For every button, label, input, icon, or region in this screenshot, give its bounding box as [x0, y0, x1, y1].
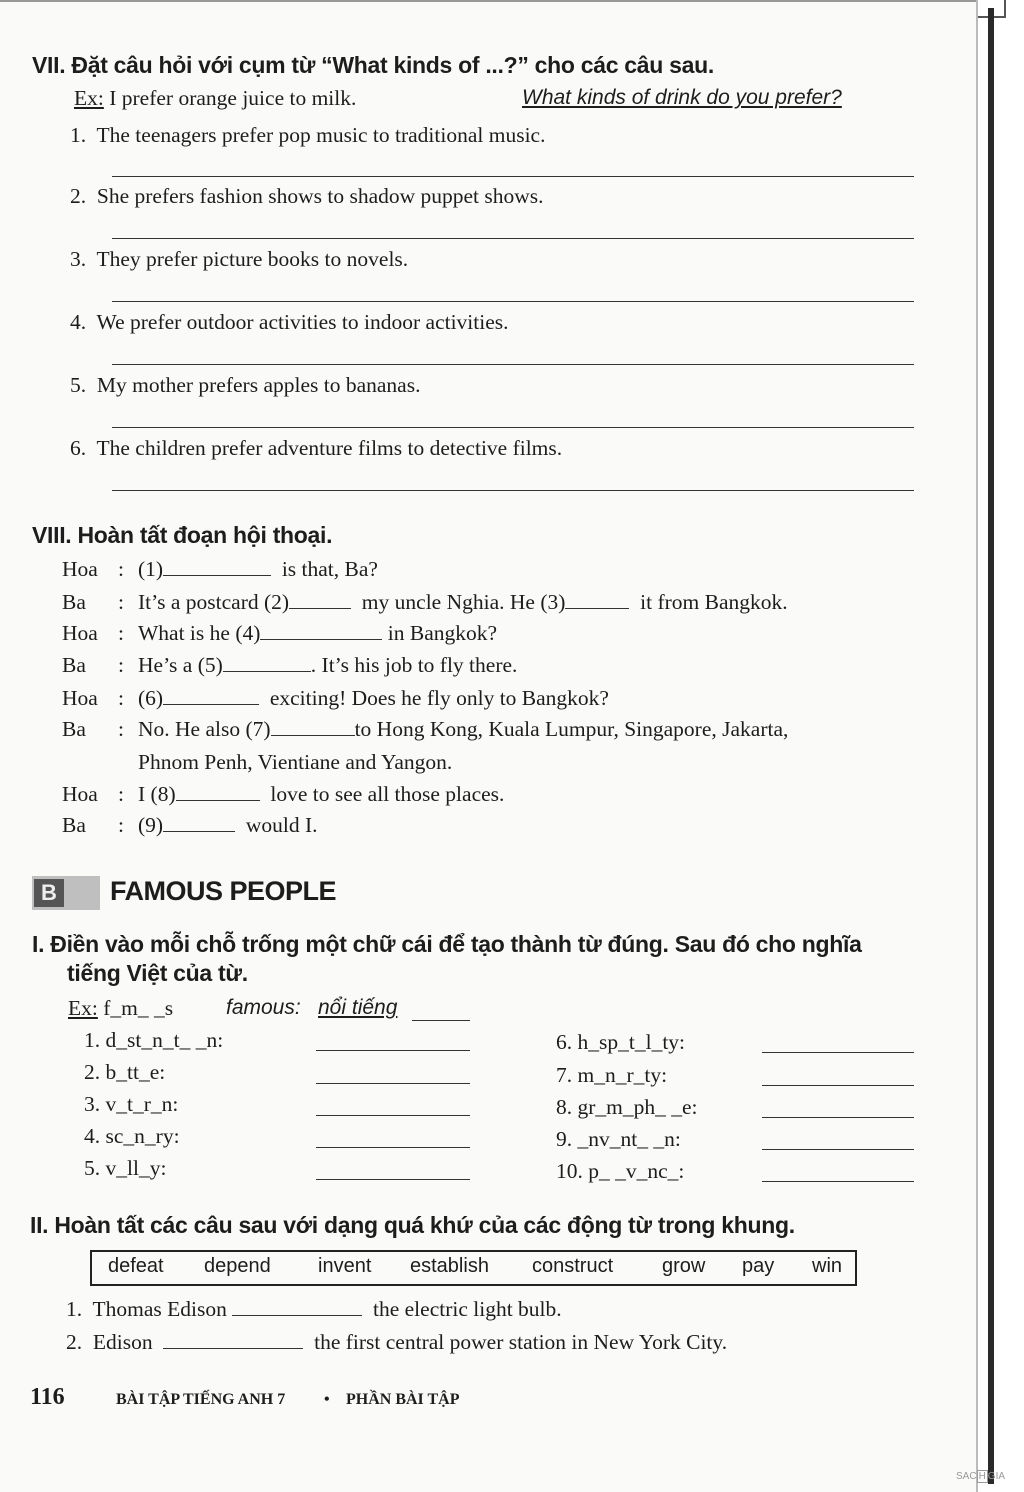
dialogue-colon: :	[118, 782, 124, 806]
dialogue-speaker: Ba	[62, 813, 86, 837]
word-item-1	[84, 1028, 223, 1053]
item-number: 2.	[84, 1060, 101, 1084]
dialogue-line-6-cont: Phnom Penh, Vientiane and Yangon.	[138, 750, 453, 774]
word-pattern: gr_m_ph_ _e:	[577, 1095, 698, 1119]
item-number: 1.	[70, 123, 87, 147]
sec7-item-2	[70, 184, 544, 209]
word-pattern: m_n_r_ty:	[577, 1063, 668, 1087]
word-item-4	[84, 1124, 180, 1149]
word-pattern: p_ _v_nc_:	[588, 1159, 685, 1183]
item-number: 5.	[84, 1156, 101, 1180]
binding-spine	[988, 8, 994, 1484]
verb-blank-1[interactable]	[232, 1297, 362, 1316]
dialogue-line-5	[138, 686, 609, 711]
dialogue-colon: :	[118, 621, 124, 645]
exercise-2-heading: II. Hoàn tất các câu sau với dạng quá khứ của các động từ trong khung.	[30, 1212, 795, 1238]
answer-line-4[interactable]	[112, 364, 914, 365]
answer-line-3[interactable]	[112, 301, 914, 302]
item-text: The teenagers prefer pop music to traditional music.	[96, 123, 546, 147]
item-number: 10.	[556, 1159, 583, 1183]
blank-2[interactable]	[289, 590, 351, 609]
watermark-text: GIA	[987, 1471, 1006, 1482]
item-number: 4.	[70, 310, 87, 334]
item-number: 3.	[84, 1092, 101, 1116]
word-answer-line-10[interactable]	[762, 1181, 914, 1182]
word-pattern: d_st_n_t_ _n:	[105, 1028, 224, 1052]
example-answer: What kinds of drink do you prefer?	[522, 86, 842, 109]
word-pattern: v_t_r_n:	[105, 1092, 179, 1116]
section-letter: B	[34, 879, 64, 907]
dialogue-speaker: Ba	[62, 590, 86, 614]
item-number: 8.	[556, 1095, 573, 1119]
footer-book-title: BÀI TẬP TIẾNG ANH 7	[116, 1391, 286, 1408]
section-8-heading: VIII. Hoàn tất đoạn hội thoại.	[32, 522, 333, 548]
word-item-8	[556, 1095, 698, 1120]
word-pattern: h_sp_t_l_ty:	[577, 1030, 686, 1054]
sec7-item-4	[70, 310, 509, 335]
item-number: 3.	[70, 247, 87, 271]
exercise-1-heading-cont: tiếng Việt của từ.	[67, 960, 248, 986]
section-b-title: FAMOUS PEOPLE	[110, 876, 337, 906]
answer-line-5[interactable]	[112, 427, 914, 428]
dialogue-speaker: Hoa	[62, 621, 98, 645]
word-item-6	[556, 1030, 685, 1055]
item-number: 4.	[84, 1124, 101, 1148]
line-text: I (8)	[138, 782, 176, 806]
word-item-5	[84, 1156, 166, 1181]
item-text: Edison	[92, 1330, 153, 1354]
line-text: to Hong Kong, Kuala Lumpur, Singapore, Jakarta,	[354, 717, 789, 741]
dialogue-line-7	[138, 782, 504, 807]
blank-8[interactable]	[176, 782, 260, 801]
line-text: would I.	[245, 813, 318, 837]
word-box	[90, 1250, 857, 1286]
sec7-item-5	[70, 373, 420, 398]
line-text: He’s a (5)	[138, 653, 223, 677]
dialogue-colon: :	[118, 686, 124, 710]
item-text: the first central power station in New York City.	[314, 1330, 728, 1354]
example-label: Ex:	[74, 86, 104, 110]
word-item-7	[556, 1063, 667, 1088]
item-number: 9.	[556, 1127, 573, 1151]
dialogue-colon: :	[118, 813, 124, 837]
word-answer-line-8[interactable]	[762, 1117, 914, 1118]
dialogue-line-3	[138, 621, 497, 646]
example-pattern: f_m_ _s	[103, 996, 174, 1020]
item-number: 1.	[66, 1297, 83, 1321]
line-text: What is he (4)	[138, 621, 261, 645]
word-box-item: establish	[410, 1255, 489, 1277]
sec7-item-3	[70, 247, 408, 272]
item-text: They prefer picture books to novels.	[96, 247, 409, 271]
answer-line-1[interactable]	[112, 176, 914, 177]
item-number: 5.	[70, 373, 87, 397]
watermark-text: SAC	[956, 1471, 977, 1482]
word-answer-line-5[interactable]	[316, 1179, 470, 1180]
footer-part: PHẦN BÀI TẬP	[346, 1391, 460, 1408]
word-pattern: sc_n_ry:	[105, 1124, 180, 1148]
section-b-badge	[32, 876, 100, 910]
line-text: No. He also (7)	[138, 717, 271, 741]
word-answer-line-1[interactable]	[316, 1050, 470, 1051]
dialogue-speaker: Ba	[62, 653, 86, 677]
word-box-item: construct	[532, 1255, 614, 1277]
ex2-item-2	[66, 1330, 727, 1355]
word-answer-line-2[interactable]	[316, 1083, 470, 1084]
line-text: love to see all those places.	[270, 782, 505, 806]
word-box-item: invent	[318, 1255, 372, 1277]
word-pattern: b_tt_e:	[105, 1060, 166, 1084]
item-text: The children prefer adventure films to detective films.	[96, 436, 563, 460]
word-answer-line-7[interactable]	[762, 1085, 914, 1086]
item-number: 6.	[70, 436, 87, 460]
word-box-item: pay	[742, 1255, 775, 1277]
item-text: She prefers fashion shows to shadow puppet shows.	[96, 184, 544, 208]
blank-1[interactable]	[163, 557, 271, 576]
ex1-example	[68, 996, 173, 1021]
blank-6[interactable]	[163, 686, 259, 705]
item-number: 2.	[66, 1330, 83, 1354]
word-item-9	[556, 1127, 681, 1152]
dialogue-speaker: Hoa	[62, 557, 98, 581]
sec7-item-1	[70, 123, 545, 148]
line-text: it from Bangkok.	[640, 590, 788, 614]
dialogue-colon: :	[118, 557, 124, 581]
item-text: Thomas Edison	[92, 1297, 227, 1321]
blank-3[interactable]	[565, 590, 629, 609]
word-box-item: defeat	[108, 1255, 164, 1277]
example-meaning: nổi tiếng	[318, 996, 398, 1019]
line-text: exciting! Does he fly only to Bangkok?	[269, 686, 609, 710]
word-box-item: grow	[662, 1255, 706, 1277]
line-text: (9)	[138, 813, 164, 837]
item-number: 7.	[556, 1063, 573, 1087]
answer-line-2[interactable]	[112, 238, 914, 239]
blank-9[interactable]	[163, 813, 235, 832]
item-number: 6.	[556, 1030, 573, 1054]
ex2-item-1	[66, 1297, 562, 1322]
blank-5[interactable]	[223, 653, 311, 672]
watermark-logo	[956, 1470, 1005, 1483]
word-answer-line-3[interactable]	[316, 1115, 470, 1116]
page-number: 116	[30, 1384, 65, 1410]
item-number: 1.	[84, 1028, 101, 1052]
word-pattern: _nv_nt_ _n:	[577, 1127, 681, 1151]
item-number: 2.	[70, 184, 87, 208]
dialogue-line-8	[138, 813, 318, 838]
section-7-heading: VII. Đặt câu hỏi với cụm từ “What kinds of ...?” cho các câu sau.	[32, 52, 714, 78]
item-text: We prefer outdoor activities to indoor activities.	[96, 310, 509, 334]
line-text: (6)	[138, 686, 164, 710]
line-text: is that, Ba?	[281, 557, 378, 581]
blank-4[interactable]	[260, 621, 382, 640]
line-text: . It’s his job to fly there.	[310, 653, 518, 677]
dialogue-colon: :	[118, 717, 124, 741]
page-binding	[976, 0, 1024, 1492]
word-box-item: depend	[204, 1255, 271, 1277]
line-text: my uncle Nghia. He (3)	[361, 590, 566, 614]
dialogue-line-6	[138, 717, 788, 742]
dialogue-line-2	[138, 590, 788, 615]
line-text: (1)	[138, 557, 164, 581]
word-answer-line-9[interactable]	[762, 1149, 914, 1150]
sec7-example	[74, 86, 356, 111]
item-text: My mother prefers apples to bananas.	[96, 373, 421, 397]
word-box-item: win	[812, 1255, 843, 1277]
item-text: the electric light bulb.	[373, 1297, 562, 1321]
exercise-1-heading: I. Điền vào mỗi chỗ trống một chữ cái để tạo thành từ đúng. Sau đó cho nghĩa	[32, 931, 862, 957]
word-answer-line-4[interactable]	[316, 1147, 470, 1148]
word-item-3	[84, 1092, 178, 1117]
example-answer: famous:	[226, 996, 301, 1019]
top-border	[0, 0, 976, 2]
dialogue-line-4	[138, 653, 517, 678]
line-text: in Bangkok?	[387, 621, 498, 645]
dialogue-line-1	[138, 557, 378, 582]
blank-7[interactable]	[271, 717, 355, 736]
dialogue-speaker: Hoa	[62, 782, 98, 806]
footer-bullet: •	[324, 1391, 330, 1408]
sec7-item-6	[70, 436, 562, 461]
word-item-2	[84, 1060, 165, 1085]
example-line	[412, 1020, 470, 1021]
watermark-text: H	[978, 1471, 986, 1482]
dialogue-colon: :	[118, 590, 124, 614]
dialogue-speaker: Hoa	[62, 686, 98, 710]
answer-line-6[interactable]	[112, 490, 914, 491]
verb-blank-2[interactable]	[163, 1330, 303, 1349]
line-text: It’s a postcard (2)	[138, 590, 290, 614]
example-label: Ex:	[68, 996, 98, 1020]
word-answer-line-6[interactable]	[762, 1052, 914, 1053]
example-text: I prefer orange juice to milk.	[109, 86, 357, 110]
word-pattern: v_ll_y:	[105, 1156, 167, 1180]
word-item-10	[556, 1159, 684, 1184]
dialogue-colon: :	[118, 653, 124, 677]
dialogue-speaker: Ba	[62, 717, 86, 741]
